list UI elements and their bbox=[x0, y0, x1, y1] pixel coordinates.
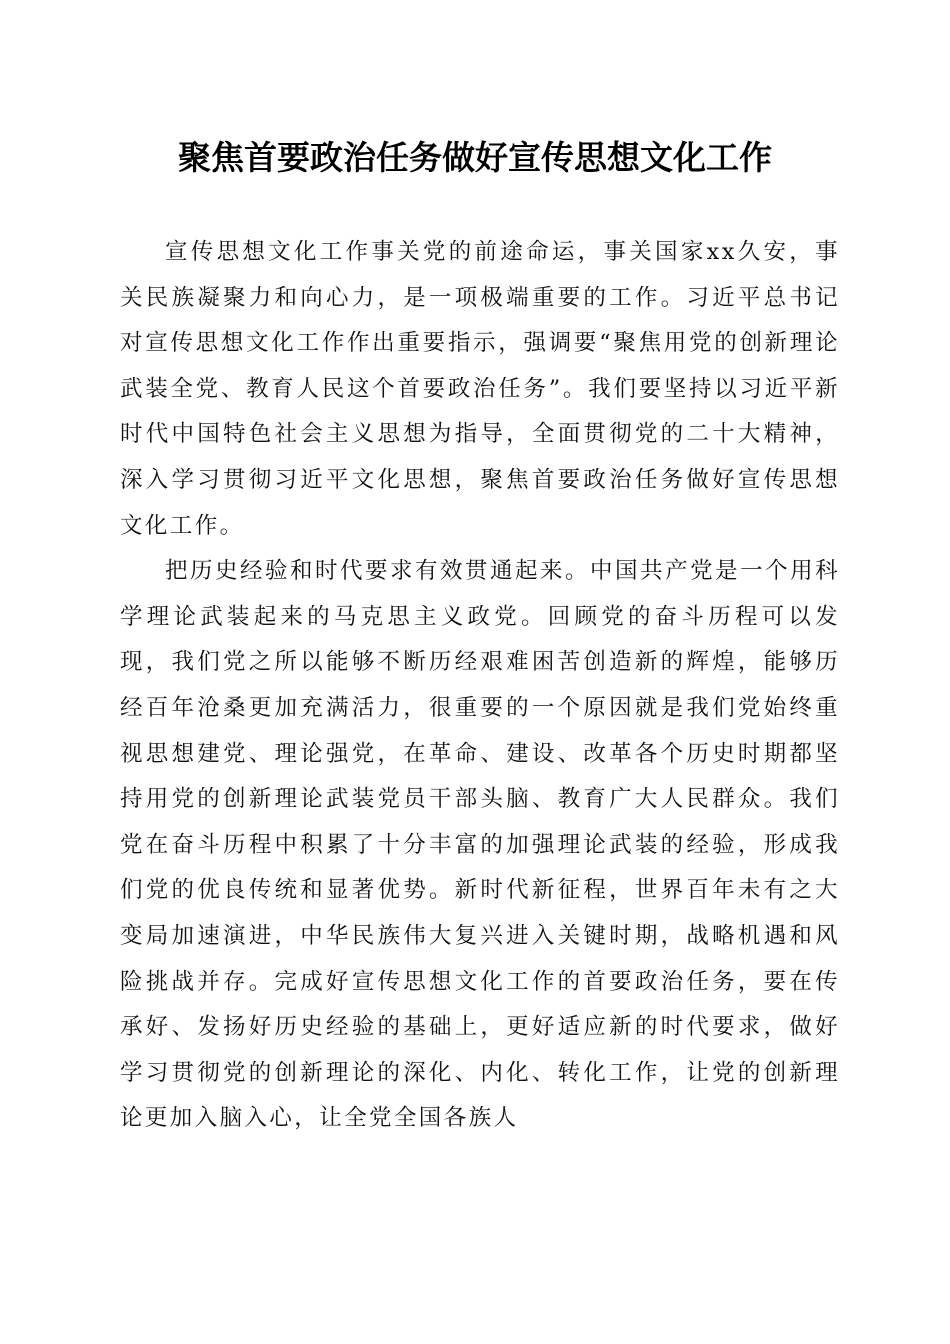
document-body bbox=[120, 230, 840, 1142]
document-title: 聚焦首要政治任务做好宣传思想文化工作 bbox=[178, 138, 772, 177]
paragraph-intro: 宣传思想文化工作事关党的前途命运，事关国家xx久安，事关民族凝聚力和向心力，是一项极端重要的工作。习近平总书记对宣传思想文化工作作出重要指示，强调要“聚焦用党的创新理论武装全党、教育人民这个首要政治任务”。我们要坚持以习近平新时代中国特色社会主义思想为指导，全面贯彻党的二十大精神，深入学习贯彻习近平文化思想，聚焦首要政治任务做好宣传思想文化工作。 bbox=[120, 239, 840, 539]
paragraph-history-experience: 把历史经验和时代要求有效贯通起来。中国共产党是一个用科学理论武装起来的马克思主义政党。回顾党的奋斗历程可以发现，我们党之所以能够不断历经艰难困苦创造新的辉煌，能够历经百年沧桑更加充满活力，很重要的一个原因就是我们党始终重视思想建党、理论强党，在革命、建设、改革各个历史时期都坚持用党的创新理论武装党员干部头脑、教育广大人民群众。我们党在奋斗历程中积累了十分丰富的加强理论武装的经验，形成我们党的优良传统和显著优势。新时代新征程，世界百年未有之大变局加速演进，中华民族伟大复兴进入关键时期，战略机遇和风险挑战并存。完成好宣传思想文化工作的首要政治任务，要在传承好、发扬好历史经验的基础上，更好适应新的时代要求，做好学习贯彻党的创新理论的深化、内化、转化工作，让党的创新理论更加入脑入心，让全党全国各族人 bbox=[120, 558, 840, 1132]
